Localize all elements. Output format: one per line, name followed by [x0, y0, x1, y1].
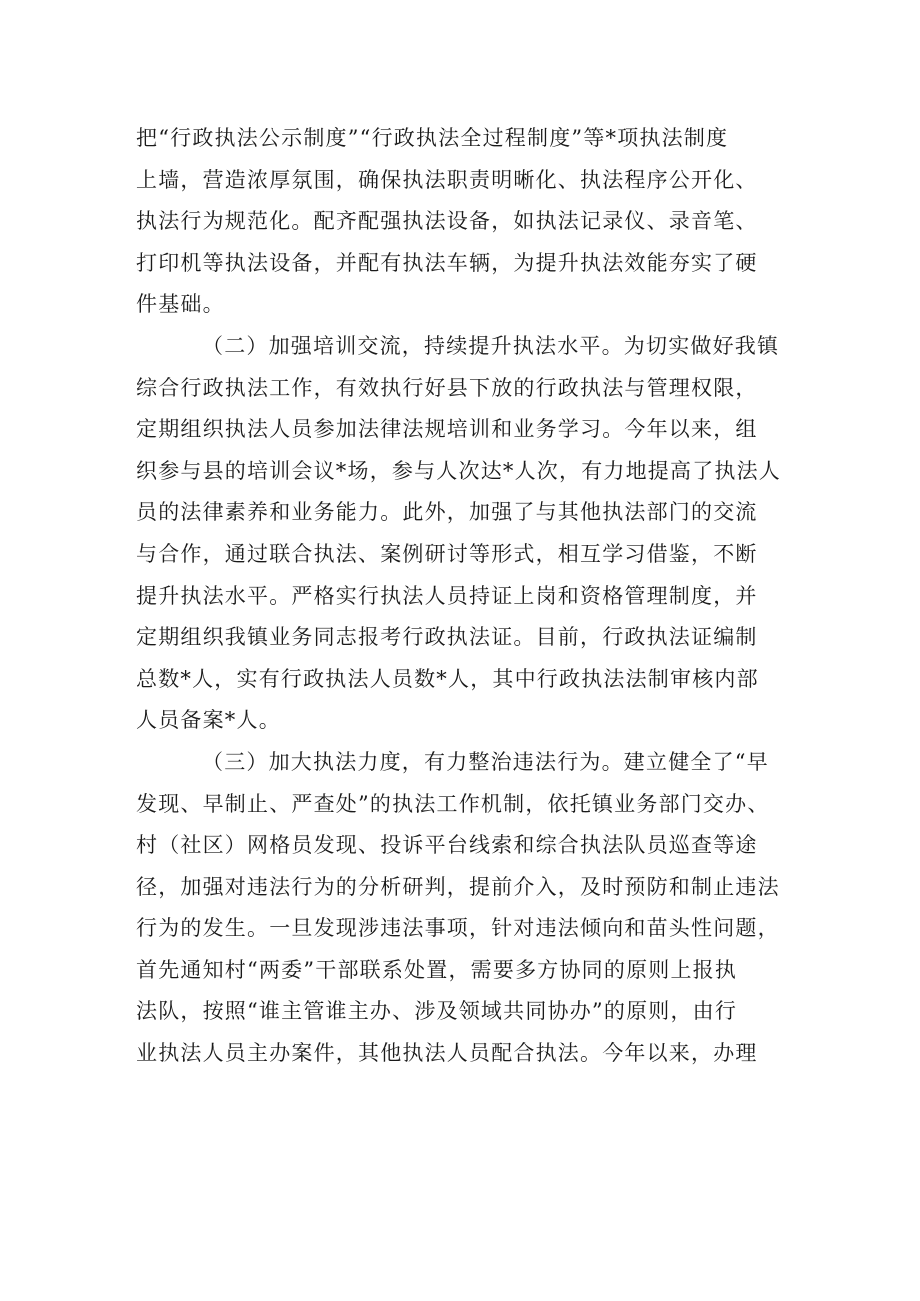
text-line: 首先通知村“两委”干部联系处置，需要多方协同的原则上报执	[136, 957, 738, 982]
text-line: 执法行为规范化。配齐配强执法设备，如执法记录仪、录音笔、	[136, 209, 758, 234]
text-line: 上墙，营造浓厚氛围，确保执法职责明晰化、执法程序公开化、	[136, 167, 758, 192]
document-body	[136, 118, 796, 1075]
text-line: 行为的发生。一旦发现涉违法事项，针对违法倾向和苗头性问题，	[136, 916, 780, 941]
text-line: 人员备案*人。	[136, 708, 281, 733]
text-line: 打印机等执法设备，并配有执法车辆，为提升执法效能夯实了硬	[136, 250, 758, 275]
section-heading-line: （二）加强培训交流，持续提升执法水平。为切实做好我镇	[202, 333, 780, 358]
text-line: 发现、早制止、严查处”的执法工作机制，依托镇业务部门交办、	[136, 791, 770, 816]
text-line: 织参与县的培训会议*场，参与人次达*人次，有力地提高了执法人	[136, 458, 781, 483]
section-heading-line: （三）加大执法力度，有力整治违法行为。建立健全了“早	[202, 749, 769, 774]
text-line: 提升执法水平。严格实行执法人员持证上岗和资格管理制度，并	[136, 583, 758, 608]
text-line: 员的法律素养和业务能力。此外，加强了与其他执法部门的交流	[136, 500, 758, 525]
text-line: 把“行政执法公示制度”“行政执法全过程制度”等*项执法制度	[136, 126, 729, 150]
text-line: 定期组织执法人员参加法律法规培训和业务学习。今年以来，组	[136, 417, 758, 442]
text-line: 综合行政执法工作，有效执行好县下放的行政执法与管理权限，	[136, 375, 758, 400]
text-line: 村（社区）网格员发现、投诉平台线索和综合执法队员巡查等途	[136, 833, 758, 858]
text-line: 法队，按照“谁主管谁主办、涉及领域共同协办”的原则，由行	[136, 999, 738, 1024]
text-line: 与合作，通过联合执法、案例研讨等形式，相互学习借鉴，不断	[136, 541, 758, 566]
text-line: 径，加强对违法行为的分析研判，提前介入，及时预防和制止违法	[136, 874, 780, 899]
text-line: 定期组织我镇业务同志报考行政执法证。目前，行政执法证编制	[136, 625, 758, 650]
text-line: 总数*人，实有行政执法人员数*人，其中行政执法法制审核内部	[136, 666, 759, 691]
text-line: 业执法人员主办案件，其他执法人员配合执法。今年以来，办理	[136, 1041, 758, 1066]
text-line: 件基础。	[136, 292, 225, 317]
